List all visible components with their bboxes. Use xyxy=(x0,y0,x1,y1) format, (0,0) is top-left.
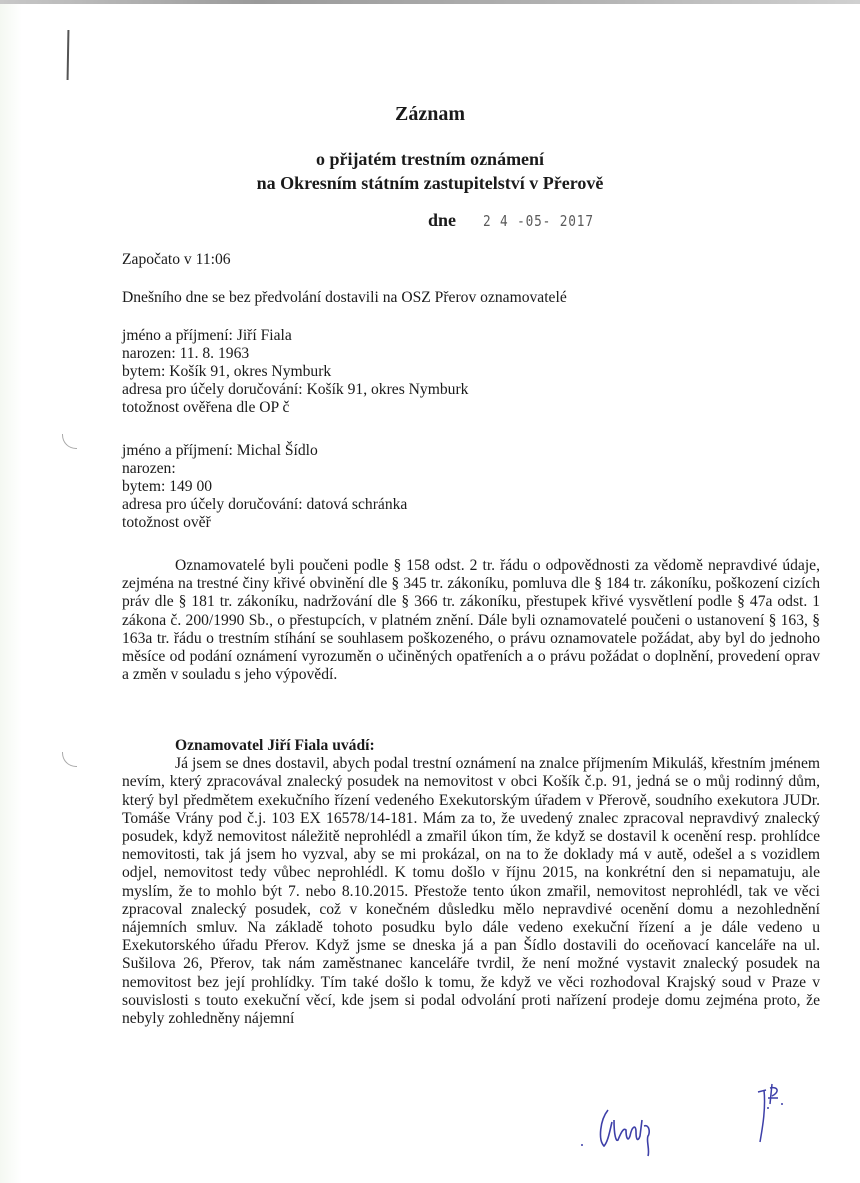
signature-initials-jf xyxy=(750,1080,790,1150)
date-label: dne xyxy=(428,210,457,230)
initials-dot xyxy=(781,1103,783,1105)
signature-sidlo xyxy=(570,1090,680,1160)
signature-dot xyxy=(581,1144,583,1146)
person2-delivery-address: adresa pro účely doručování: datová schránka xyxy=(122,496,408,513)
document-subtitle-line2: na Okresním státním zastupitelství v Přerově xyxy=(256,173,604,193)
intro-line: Dnešního dne se bez předvolání dostavili na OSZ Přerov oznamovatelé xyxy=(122,289,567,306)
punch-hole-mark xyxy=(62,752,77,767)
person2-residence: bytem: 149 00 xyxy=(122,478,213,495)
statement-section xyxy=(122,737,820,1028)
initials-stroke xyxy=(758,1084,778,1142)
document-subtitle-line1: o přijatém trestním oznámení xyxy=(315,149,545,169)
margin-pen-mark xyxy=(67,30,70,80)
person1-delivery-address: adresa pro účely doručování: Košík 91, okres Nymburk xyxy=(122,381,469,398)
date-stamp: 2 4 -05- 2017 xyxy=(483,212,594,230)
person2-born: narozen: xyxy=(122,460,176,477)
signature-stroke xyxy=(601,1110,650,1156)
document-title: Záznam xyxy=(395,103,465,125)
punch-hole-mark xyxy=(62,434,77,449)
statement-text: Já jsem se dnes dostavil, abych podal trestní oznámení na znalce příjmením Mikuláš, křestním jménem nevím, který zpracovával znalecký posudek na nemovitost v obci Košík č.p. 91, jedná se o můj rodinný dům, který byl předmětem exekučního řízení vedeného Exekutorským úřadem v Přerově, soudního exekutora JUDr. Tomáše Vrány pod č.j. 103 EX 16578/14-181. Mám za to, že uvedený znalec zpracoval nepravdivý znalecký posudek, když nemovitost náležitě neprohlédl a zmařil úkon tím, že když se dostavil k ocenění resp. prohlídce nemovitosti, tak já jsem ho vyzval, aby se mi prokázal, on na to že doklady má v autě, odešel a s vozidlem odjel, nemovitost tedy vůbec neprohlédl. K tomu došlo v říjnu 2015, na konkrétní den si nepamatuju, ale myslím, že to mohlo být 7. nebo 8.10.2015. Přestože tento úkon zmařil, nemovitost neprohlédl, tak ve věci zpracoval znalecký posudek, což v konečném důsledku mělo nepravdivé ocenění domu a nezohlednění nájemních smluv. Na základě tohoto posudku bylo dále vedeno exekuční řízení a je dále vedeno u Exekutorského úřadu Přerov. Když jsme se dneska já a pan Šídlo dostavili do oceňovací kanceláře na ul. Sušilova 26, Přerov, tak nám zaměstnanec kanceláře tvrdil, že není možné vystavit znalecký posudek na nemovitost bez její prohlídky. Tím také došlo k tomu, že když ve věci rozhodoval Krajský soud v Praze v souvislosti s touto exekuční věcí, kde jsem si podal odvolání proti nařízení prodeje domu zejména proto, že nebyly zohledněny nájemní xyxy=(122,755,820,1028)
scan-top-edge xyxy=(0,0,860,4)
person1-name: jméno a příjmení: Jiří Fiala xyxy=(122,327,292,344)
person1-identity: totožnost ověřena dle OP č xyxy=(122,399,290,416)
person2-name: jméno a příjmení: Michal Šídlo xyxy=(122,442,318,459)
start-time: Započato v 11:06 xyxy=(122,251,231,268)
instruction-text: Oznamovatelé byli poučeni podle § 158 odst. 2 tr. řádu o odpovědnosti za vědomě nepravdivé údaje, zejména na trestné činy křivé obvinění dle § 345 tr. zákoníku, pomluva dle § 184 tr. zákoníku, poškození cizích práv dle § 181 tr. zákoníku, nadržování dle § 366 tr. zákoníku, přestupek křivé vysvětlení podle § 47a odst. 1 zákona č. 200/1990 Sb., o přestupcích, v platném znění. Dále byli oznamovatelé poučeni o ustanovení § 163, § 163a tr. řádu o trestním stíhání se souhlasem poškozeného, o právu oznamovatele požádat, aby byl do jednoho měsíce od podání oznámení vyrozuměn o učiněných opatřeních a o právu požádat o doplnění, provedení oprav a změn v souladu s jeho výpovědí. xyxy=(122,557,820,684)
instruction-paragraph xyxy=(122,557,820,684)
initials-dot xyxy=(767,1107,769,1109)
person2-identity: totožnost ověř xyxy=(122,514,211,531)
statement-heading: Oznamovatel Jiří Fiala uvádí: xyxy=(175,737,375,754)
person1-born: narozen: 11. 8. 1963 xyxy=(122,345,250,362)
person1-residence: bytem: Košík 91, okres Nymburk xyxy=(122,363,332,380)
